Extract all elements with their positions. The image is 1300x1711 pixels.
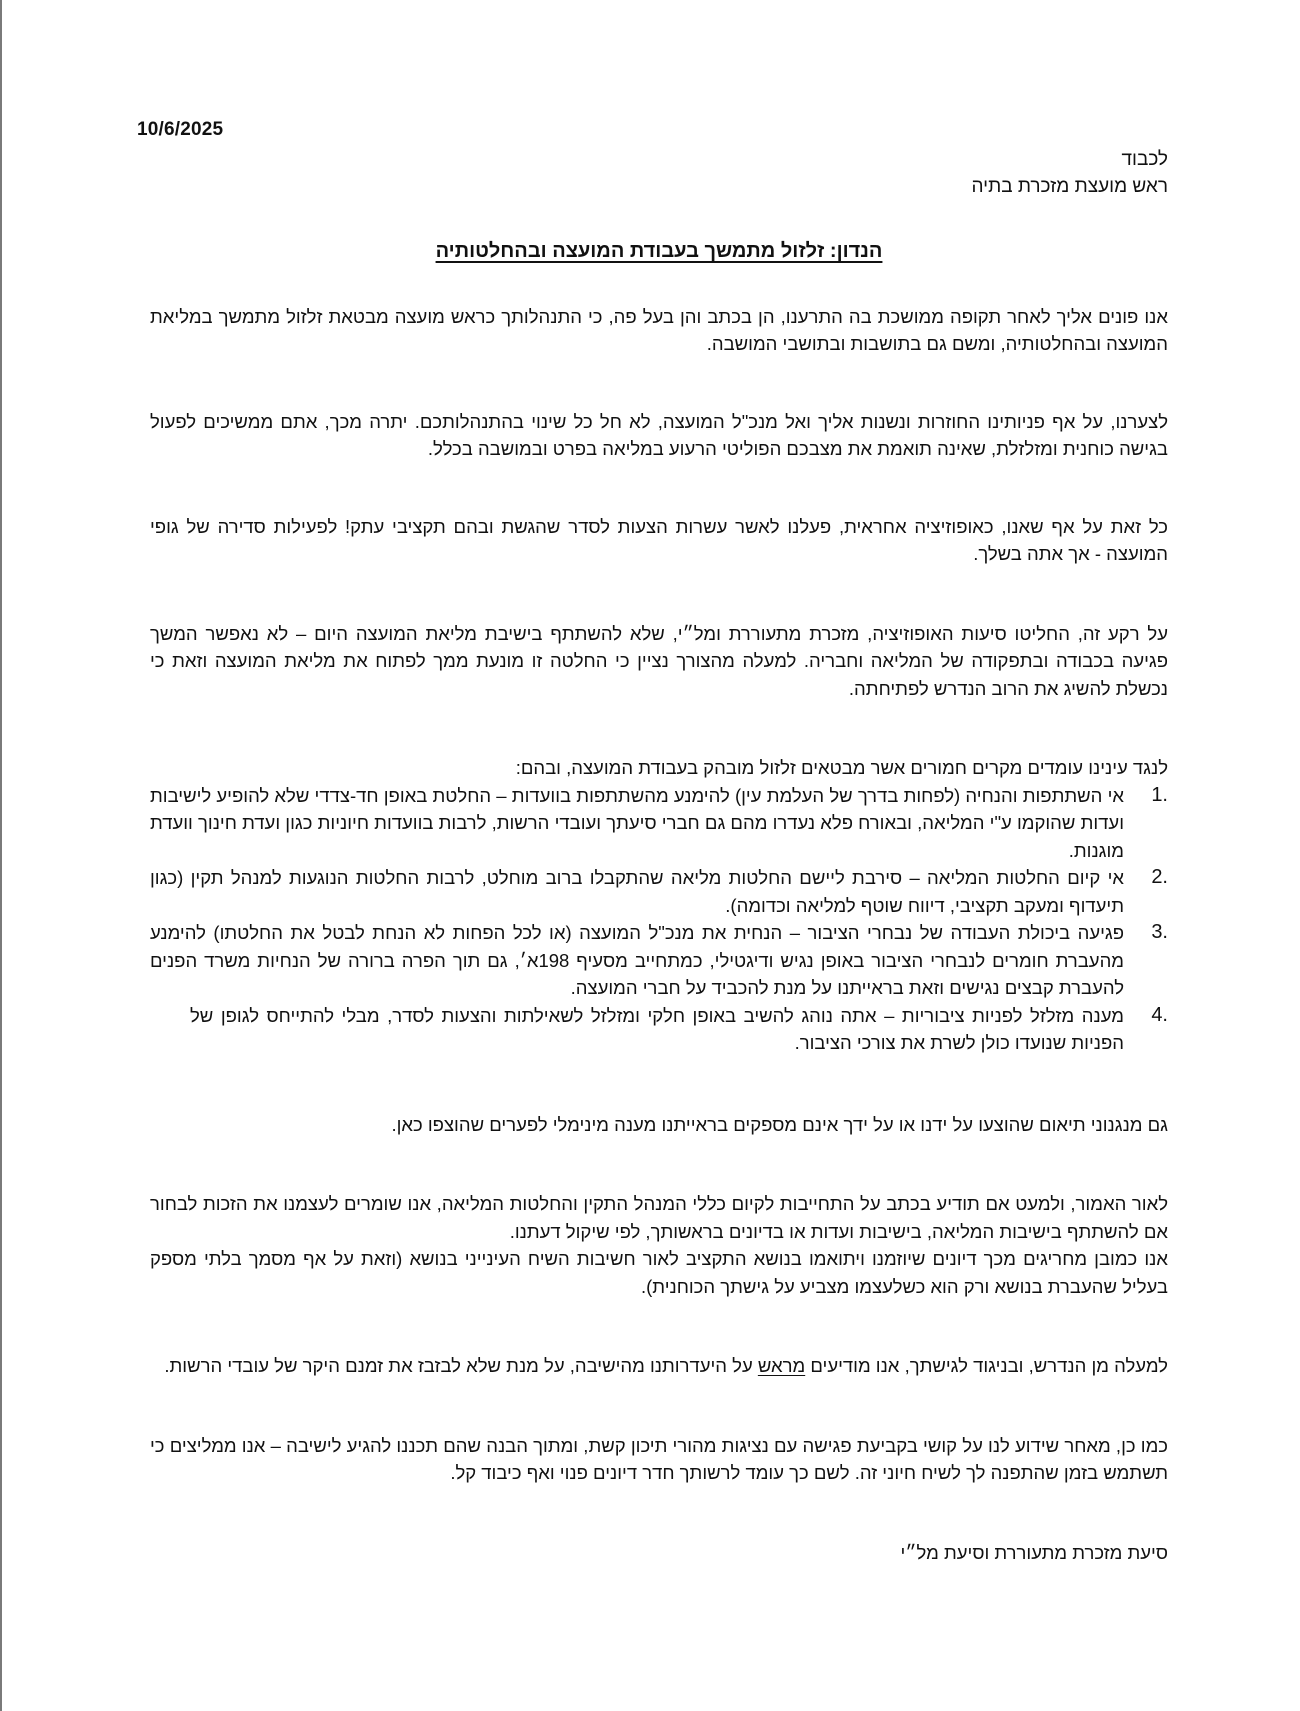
paragraph-conclusion-main: לאור האמור, ולמעט אם תודיע בכתב על התחייבות לקיום כללי המנהל התקין והחלטות המליאה, אנו שומרים לעצמנו את הזכות לבחור אם להשתתף בישיבות המליאה, בישיבות ועדות או בדיונים בראשותך, לפי שיקול דעתנו. (150, 1193, 1168, 1242)
paragraph-cases-intro: לנגד עינינו עומדים מקרים חמורים אשר מבטאים זלזול מובהק בעבודת המועצה, ובהם: (515, 757, 1168, 778)
paragraph-conclusion (150, 1190, 1168, 1300)
cases-list (150, 782, 1168, 1057)
paragraph-opposition-support: כל זאת על אף שאנו, כאופוזיציה אחראית, פעלנו לאשר עשרות הצעות לסדר שהגשת ובהם תקציבי עתק! לפעילות סדירה של גופי המועצה - אך אתה בשלך. (150, 515, 1168, 564)
list-item-text: מענה מזלזל לפניות ציבוריות – אתה נוהג להשיב באופן חלקי ומזלזל לשאילתות והצעות לסדר, מבלי להתייחס לגופן של הפניות שנועדו כולן לשרת את צורכי הציבור. (190, 1004, 1124, 1053)
addressee-salutation: לכבוד (1121, 149, 1168, 170)
advance-notice-text-end: על היעדרותנו מהישיבה, על מנת שלא לבזבז את זמנם היקר של עובדי הרשות. (164, 1355, 758, 1376)
list-item-number: 2. (1151, 866, 1168, 888)
paragraph-advance-notice (150, 1352, 1168, 1380)
paragraph-regret: לצערנו, על אף פניותינו החוזרות ונשנות אליך ואל מנכ"ל המועצה, לא חל כל שינוי בהתנהלותכם. יתרה מכך, אתם ממשיכים לפעול בגישה כוחנית ומזלזלת, שאינה תואמת את מצבכם הפוליטי הרעוע במליאה בפרט ובמושבה בכלל. (150, 410, 1168, 459)
addressee-block (150, 146, 1168, 200)
list-item (150, 919, 1168, 1002)
list-item-text: פגיעה ביכולת העבודה של נבחרי הציבור – הנחית את מנכ"ל המועצה (או לכל הפחות לא הנחת לבטל את החלטתו) להימנע מהעברת חומרים לנבחרי הציבור באופן נגיש ודיגטילי, כמתחייב מסעיף 198א׳, גם תוך הפרה ברורה של הנחיות משרד הפנים להעברת קבצים נגישים וזאת בראייתנו על מנת להכביד על חברי המועצה. (150, 922, 1124, 998)
letter-date: 10/6/2025 (137, 119, 224, 140)
advance-notice-underlined-word: מראש (757, 1355, 806, 1376)
letter-signature: סיעת מזכרת מתעוררת וסיעת מל״י (900, 1541, 1168, 1563)
list-item-text: אי קיום החלטות המליאה – סירבת ליישם החלטות מליאה שהתקבלו ברוב מוחלט, לרבות החלטות הנוגעות למנהל תקין (כגון תיעדוף ומעקב תקציבי, דיווח שוטף למליאה וכדומה). (150, 867, 1124, 916)
paragraph-boycott-decision: על רקע זה, החליטו סיעות האופוזיציה, מזכרת מתעוררת ומל״י, שלא להשתתף בישיבת מליאת המועצה היום – לא נאפשר המשך פגיעה בכבודה ובתפקודה של המליאה וחבריה. למעלה מהצורך נציין כי החלטה זו מונעת ממך לפתוח את מליאת המועצה וזאת כי נכשלת להשיג את הרוב הנדרש לפתיחתה. (150, 622, 1168, 699)
list-item-text: אי השתתפות והנחיה (לפחות בדרך של העלמת עין) להימנע מהשתתפות בוועדות – החלטת באופן חד-צדדי שלא להופיע לישיבות ועדות שהוקמו ע"י המליאה, ובאורח פלא נעדרו מהם גם חברי סיעתך ועובדי הרשות, לרבות בוועדות חיוניות כגון ועדת חינוך וועדת מוגנות. (150, 784, 1124, 861)
letter-subject: הנדון: זלזול מתמשך בעבודת המועצה ובהחלטותיה (435, 240, 883, 262)
paragraph-opening: אנו פונים אליך לאחר תקופה ממושכת בה התרענו, הן בכתב והן בעל פה, כי התנהלותך כראש מועצה מבטאת זלזול מתמשך במליאת המועצה ובהחלטותיה, ומשם גם בתושבות ובתושבי המושבה. (150, 305, 1168, 354)
list-item-number: 4. (1151, 1003, 1168, 1026)
addressee-title: ראש מועצת מזכרת בתיה (971, 176, 1168, 197)
paragraph-conclusion-exception: אנו כמובן מחריגים מכך דיונים שיוזמנו ויתואמו בנושא התקציב לאור חשיבות השיח העינייני בנושא (וזאת על אף מסמך בלתי מספק בעליל שהעברת בנושא ורק הוא כשלעצמו מצביע על גישתך הכוחנית). (150, 1248, 1168, 1297)
paragraph-parents-meeting: כמו כן, מאחר שידוע לנו על קושי בקביעת פגישה עם נציגות מהורי תיכון קשת, ומתוך הבנה שהם תכננו להגיע לישיבה – אנו ממליצים כי תשתמש בזמן שהתפנה לך לשיח חיוני זה. לשם כך עומד לרשותך חדר דיונים פנוי ואף כיבוד קל. (150, 1434, 1168, 1483)
list-item (150, 1002, 1168, 1057)
list-item-number: 1. (1151, 783, 1168, 806)
page-left-border (0, 0, 2, 1711)
advance-notice-text-start: למעלה מן הנדרש, ובניגוד לגישתך, אנו מודיעים (805, 1355, 1168, 1376)
list-item (150, 864, 1168, 919)
list-item-number: 3. (1151, 921, 1168, 943)
letter-body (150, 118, 1168, 1566)
list-item (150, 782, 1168, 865)
paragraph-coordination: גם מנגנוני תיאום שהוצעו על ידנו או על ידך אינם מספקים בראייתנו מענה מינימלי לפערים שהוצפו כאן. (391, 1113, 1168, 1135)
